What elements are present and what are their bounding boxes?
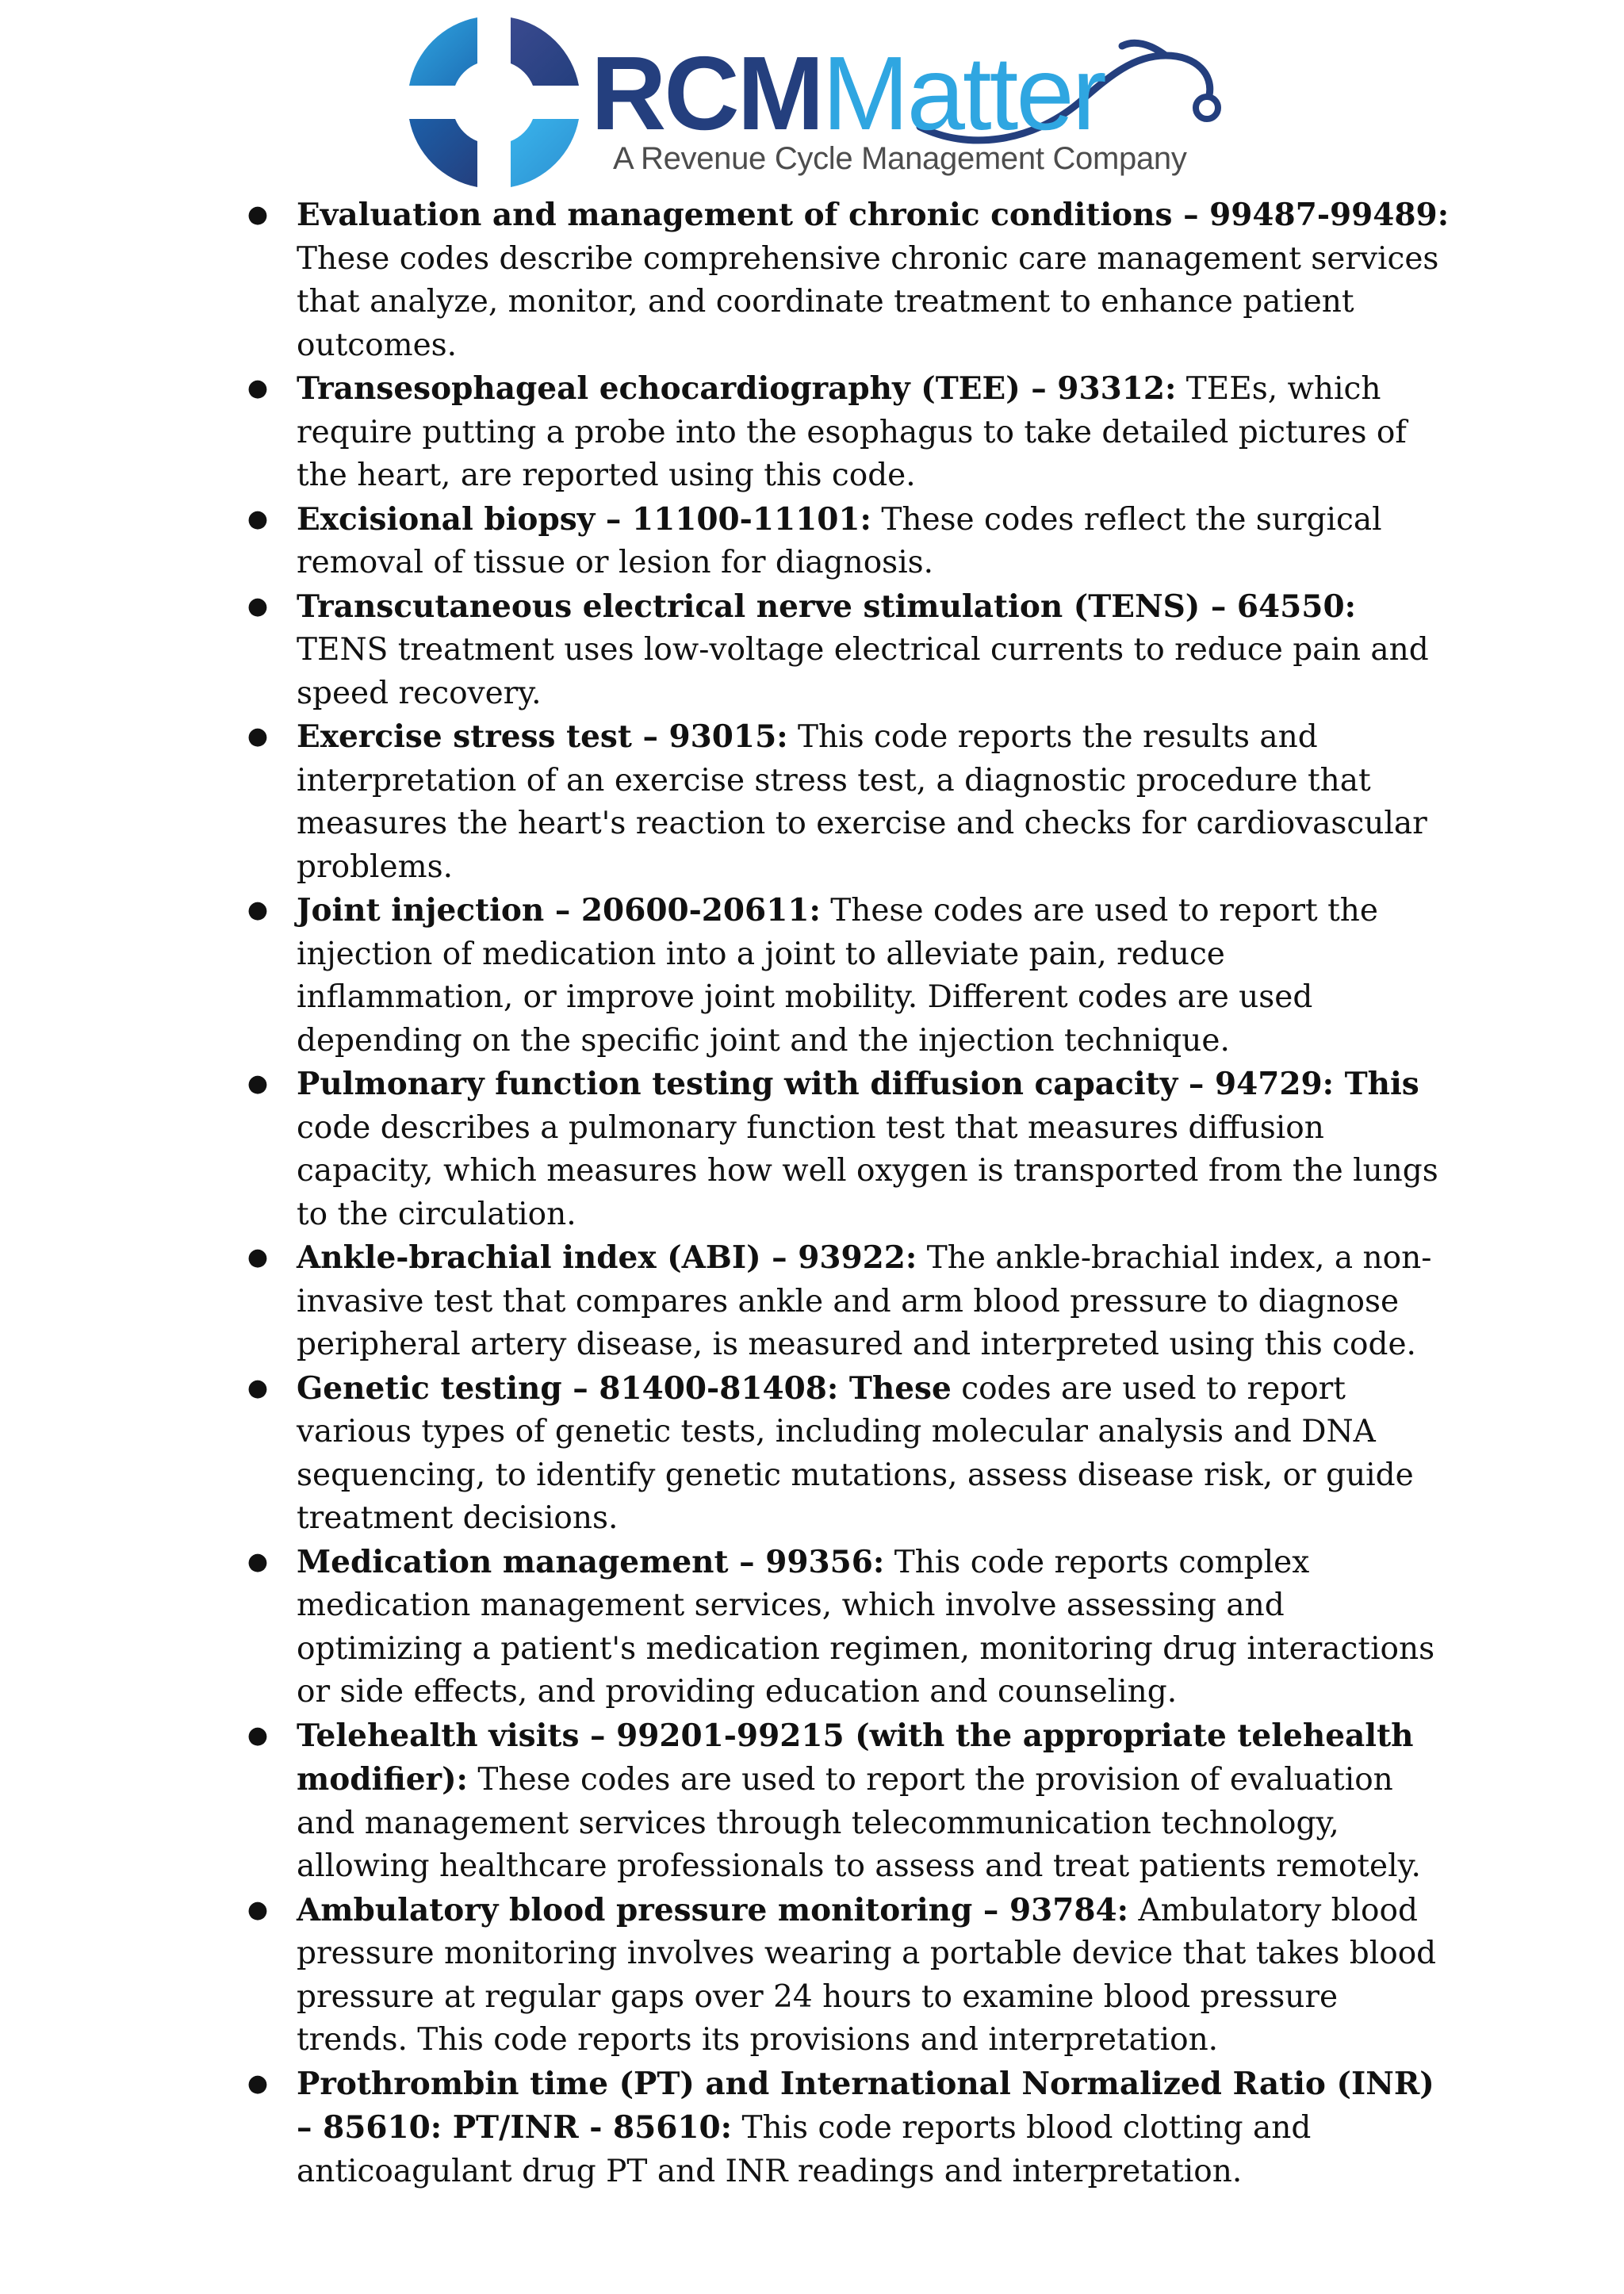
item-term: Exercise stress test – 93015: (297, 718, 788, 755)
bullet-icon: ● (247, 374, 269, 402)
item-term: Excisional biopsy – 11100-11101: (297, 500, 871, 538)
item-description: These codes are used to report the provision of evaluation and management services through telecommunication technology, allowing healthcare professionals to assess and treat patients remotely. (297, 1762, 1421, 1884)
bullet-icon: ● (247, 1895, 269, 1924)
item-description: These codes reflect the surgical removal of tissue or lesion for diagnosis. (297, 501, 1382, 580)
item-term: Ankle-brachial index (ABI) – 93922: (297, 1239, 917, 1276)
medical-cross-icon (406, 14, 582, 190)
list-item (246, 1714, 1451, 1889)
item-term: Ambulatory blood pressure monitoring – 93784: (297, 1891, 1129, 1928)
list-item (246, 1236, 1451, 1367)
brand-name (591, 35, 1105, 151)
item-term: Evaluation and management of chronic conditions – 99487-99489: (297, 197, 1450, 233)
list-item (246, 889, 1451, 1063)
item-term: Transesophageal echocardiography (TEE) – 93312: (297, 370, 1177, 407)
list-item (246, 715, 1451, 889)
item-description: code describes a pulmonary function test that measures diffusion capacity, which measures how well oxygen is transported from the lungs to the circulation. (297, 1109, 1438, 1232)
bullet-icon: ● (247, 896, 269, 924)
list-item (246, 498, 1451, 585)
brand-tagline: A Revenue Cycle Management Company (613, 141, 1187, 176)
bullet-icon: ● (247, 201, 269, 228)
item-description: This code reports blood clotting and anticoagulant drug PT and INR readings and interpretation. (297, 2110, 1312, 2189)
bullet-icon: ● (247, 592, 269, 620)
item-term: Telehealth visits – 99201-99215 (with the appropriate telehealth modifier): (297, 1717, 1414, 1798)
item-term: Prothrombin time (PT) and International Normalized Ratio (INR) – 85610: PT/INR - 85610: (297, 2065, 1434, 2146)
list-item (246, 367, 1451, 498)
item-term: Pulmonary function testing with diffusion capacity – 94729: This (297, 1066, 1419, 1102)
bullet-icon: ● (247, 1721, 269, 1749)
bullet-icon: ● (247, 1243, 269, 1271)
brand-logo (591, 35, 1225, 181)
item-description: These codes describe comprehensive chronic care management services that analyze, monitor, and coordinate treatment to enhance patient outcomes. (297, 240, 1439, 363)
bullet-icon: ● (247, 1547, 269, 1576)
bullet-icon: ● (247, 1070, 269, 1097)
cpt-code-list (246, 193, 1451, 2193)
brand-secondary: Matter (822, 35, 1105, 151)
bullet-icon: ● (247, 2069, 269, 2097)
list-item (246, 585, 1451, 716)
item-description: This code reports complex medication management services, which involve assessing and optimizing a patient's medication regimen, monitoring drug interactions or side effects, and providing education and counseling. (297, 1544, 1435, 1710)
item-description: TEEs, which require putting a probe into the esophagus to take detailed pictures of the heart, are reported using this code. (297, 371, 1407, 493)
page-header (0, 0, 1624, 190)
list-item (246, 2062, 1451, 2194)
item-description: Ambulatory blood pressure monitoring involves wearing a portable device that takes blood pressure at regular gaps over 24 hours to examine blood pressure trends. This code reports its provisions and interpretation. (297, 1892, 1437, 2058)
item-description: This code reports the results and interpretation of an exercise stress test, a diagnostic procedure that measures the heart's reaction to exercise and checks for cardiovascular problems. (297, 719, 1427, 885)
item-term: Joint injection – 20600-20611: (297, 892, 821, 929)
bullet-icon: ● (247, 722, 269, 750)
list-item (246, 193, 1451, 367)
item-term: Genetic testing – 81400-81408: These (297, 1369, 952, 1407)
item-description: TENS treatment uses low-voltage electrical currents to reduce pain and speed recovery. (297, 632, 1429, 711)
item-description: The ankle-brachial index, a non-invasive test that compares ankle and arm blood pressure to diagnose peripheral artery disease, is measured and interpreted using this code. (297, 1240, 1432, 1362)
list-item (246, 1367, 1451, 1541)
document-body (246, 193, 1451, 2193)
item-term: Medication management – 99356: (297, 1543, 885, 1580)
bullet-icon: ● (247, 504, 269, 533)
list-item (246, 1063, 1451, 1236)
item-description: These codes are used to report the injection of medication into a joint to alleviate pain, reduce inflammation, or improve joint mobility. Different codes are used depending on the specific joint and the injection technique. (297, 893, 1378, 1059)
item-description: codes are used to report various types of genetic tests, including molecular analysis and DNA sequencing, to identify genetic mutations, assess disease risk, or guide treatment decisions. (297, 1370, 1414, 1536)
list-item (246, 1541, 1451, 1714)
list-item (246, 1889, 1451, 2062)
bullet-icon: ● (247, 1373, 269, 1402)
item-term: Transcutaneous electrical nerve stimulation (TENS) – 64550: (297, 588, 1356, 625)
brand-primary: RCM (591, 35, 822, 151)
